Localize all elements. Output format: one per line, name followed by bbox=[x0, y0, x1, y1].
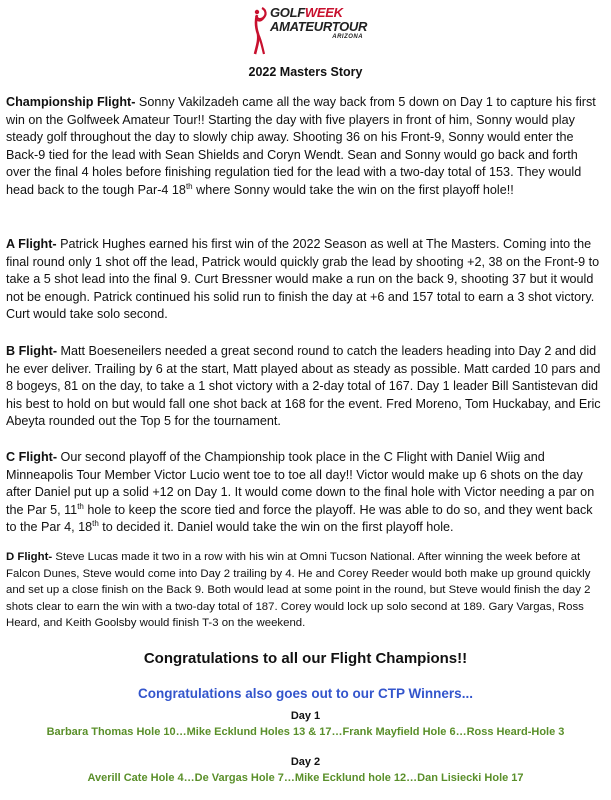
section-text: Sonny Vakilzadeh came all the way back from 5 down on Day 1 to capture his first win on the Golfweek Amateur Tour!! Starting the day with five players in front of him, Sonny would play steady golf throughout the day to slowly chip away. Shooting 36 on his Front-9, Sonny would enter the Back-9 tied for the lead with Sean Shields and Coryn Wendt. Sean and Sonny would go back and forth over the final 4 holes before finishing regulation tied for the lead with a two-day total of 153. They would head back to the tough Par-4 18 bbox=[6, 95, 596, 197]
logo-week: WEEK bbox=[304, 5, 343, 20]
logo-arizona: ARIZONA bbox=[332, 34, 364, 40]
logo-amateurtour: AMATEURTOUR bbox=[270, 19, 368, 34]
section-heading: A Flight- bbox=[6, 237, 57, 251]
page-title: 2022 Masters Story bbox=[248, 65, 363, 79]
b-flight-paragraph bbox=[6, 343, 604, 431]
golfer-icon bbox=[248, 6, 270, 58]
day-1-ctp-winners: Barbara Thomas Hole 10…Mike Ecklund Holes 13 & 17…Frank Mayfield Hole 6…Ross Heard-Hole 3 bbox=[46, 726, 565, 738]
section-heading: D Flight- bbox=[6, 551, 53, 563]
d-flight-paragraph bbox=[6, 549, 604, 632]
section-text: Steve Lucas made it two in a row with his win at Omni Tucson National. After winning the week before at Falcon Dunes, Steve would come into Day 2 trailing by 4. He and Corey Reeder would both make up ground quickly and set up a close finish on the Back 9. Both would lead at some point in the round, but Steve would finish the day 2 shots clear to earn the win with a two-day total of 187. Corey would lock up solo second at 189. Gary Vargas, Ross Heard, and Keith Goolsby would finish T-3 on the weekend. bbox=[6, 551, 591, 629]
c-flight-paragraph bbox=[6, 449, 604, 537]
golfweek-amateur-tour-logo bbox=[248, 6, 368, 60]
section-heading: C Flight- bbox=[6, 450, 58, 464]
championship-flight-paragraph bbox=[6, 94, 604, 199]
ctp-winners-congrats: Congratulations also goes out to our CTP Winners... bbox=[138, 686, 473, 701]
section-heading: Championship Flight- bbox=[6, 95, 136, 109]
logo-golf: GOLF bbox=[270, 5, 305, 20]
section-text: hole to keep the score tied and force the playoff. He was able to do so, and they went back to the Par 4, 18 bbox=[6, 502, 593, 534]
section-text: Our second playoff of the Championship took place in the C Flight with Daniel Wiig and Minneapolis Tour Member Victor Lucio went toe to toe all day!! Victor would make up 6 shots on the day after Daniel put up a solid +12 on Day 1. It would come down to the final hole with Victor needing a par on the Par 5, 11 bbox=[6, 450, 595, 517]
section-text: Patrick Hughes earned his first win of the 2022 Season as well at The Masters. Coming into the final round only 1 shot off the lead, Patrick would quickly grab the lead by shooting +2, 38 on the Front-9 to take a 5 shot lead into the final 9. Curt Bressner would make a run on the back 9, shooting 37 but it would not be enough. Patrick continued his solid run to finish the day at +6 and 157 total to earn a 3 shot victory. Curt would take solo second. bbox=[6, 237, 600, 321]
flight-champions-congrats: Congratulations to all our Flight Champions!! bbox=[143, 650, 468, 667]
ordinal-suffix: th bbox=[77, 501, 84, 511]
day-2-ctp-winners: Averill Cate Hole 4…De Vargas Hole 7…Mike Ecklund hole 12…Dan Lisiecki Hole 17 bbox=[87, 772, 524, 784]
section-text: Matt Boeseneilers needed a great second round to catch the leaders heading into Day 2 and did he ever deliver. Trailing by 6 at the start, Matt played about as steady as possible. Matt carded 10 pars and 8 bogeys, 81 on the day, to take a 1 shot victory with a 2-day total of 167. Day 1 leader Bill Santistevan did his best to hold on but would fall one shot back at 168 for the event. Fred Moreno, Tom Huckabay, and Eric Abeyta rounded out the Top 5 for the tournament. bbox=[6, 344, 601, 428]
ordinal-suffix: th bbox=[92, 518, 99, 528]
section-text: where Sonny would take the win on the first playoff hole!! bbox=[192, 182, 514, 197]
day-2-label: Day 2 bbox=[290, 756, 321, 768]
section-heading: B Flight- bbox=[6, 344, 58, 358]
ordinal-suffix: th bbox=[185, 181, 193, 191]
section-text: to decided it. Daniel would take the win on the first playoff hole. bbox=[98, 520, 454, 534]
day-1-label: Day 1 bbox=[290, 710, 321, 722]
a-flight-paragraph bbox=[6, 236, 604, 324]
